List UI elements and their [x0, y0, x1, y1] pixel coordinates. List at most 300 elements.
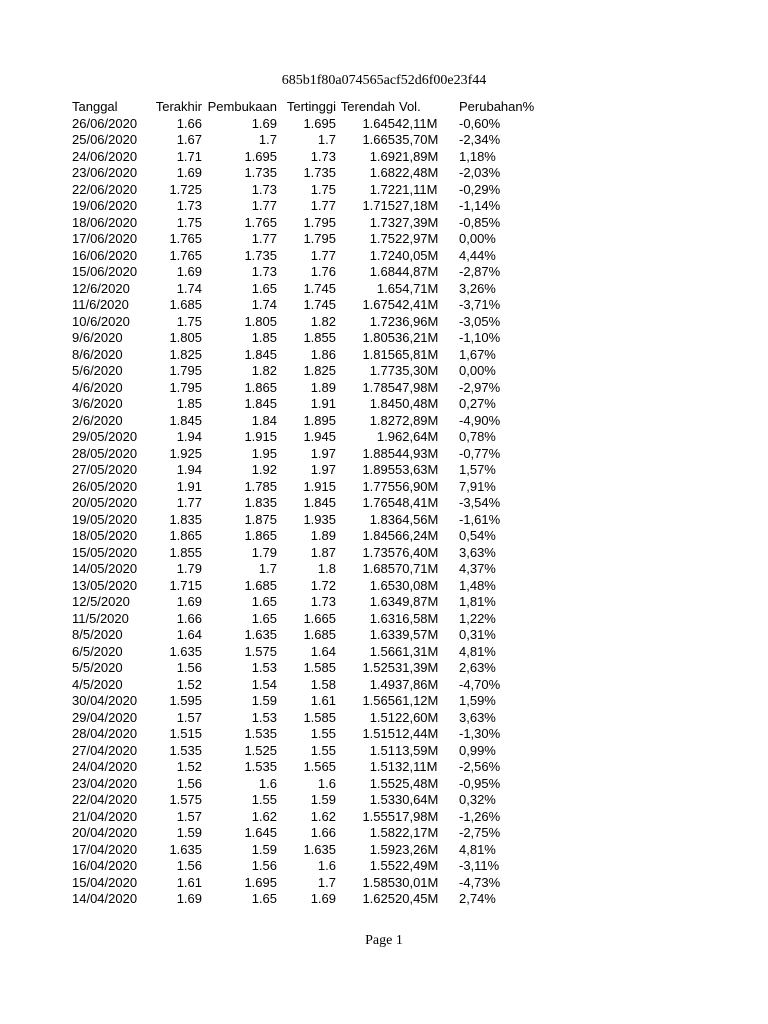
table-row — [72, 495, 539, 512]
cell-change: -1,14% — [459, 198, 501, 213]
page-number: Page 1 — [365, 933, 403, 948]
cell-open: 1.805 — [244, 313, 277, 329]
cell-open: 1.53 — [251, 660, 277, 675]
cell-open: 1.535 — [244, 759, 277, 774]
cell-last: 1.56 — [176, 660, 202, 675]
cell-volume: 39,57M — [395, 627, 439, 642]
table-row — [72, 710, 539, 727]
cell-low: 1.785 — [362, 379, 395, 395]
cell-volume: 42,11M — [395, 115, 438, 131]
cell-low: 1.72 — [369, 313, 395, 329]
cell-date: 29/05/2020 — [72, 429, 138, 444]
cell-low: 1.65 — [369, 577, 395, 593]
cell-high: 1.77 — [310, 247, 336, 263]
cell-low: 1.675 — [362, 297, 395, 312]
cell-high: 1.82 — [310, 313, 336, 329]
cell-last: 1.73 — [176, 198, 202, 213]
table-row — [72, 627, 539, 644]
cell-low: 1.845 — [362, 528, 395, 543]
table-row — [72, 809, 539, 826]
cell-volume: 35,30M — [395, 363, 439, 378]
column-header-low: Terendah — [340, 99, 395, 114]
cell-low: 1.55 — [369, 775, 395, 791]
table-row — [72, 396, 539, 413]
cell-high: 1.745 — [303, 297, 336, 312]
cell-low: 1.555 — [362, 808, 395, 824]
cell-volume: 21,89M — [395, 148, 439, 164]
cell-high: 1.58 — [310, 676, 336, 692]
table-row — [72, 198, 539, 215]
cell-last: 1.835 — [169, 511, 202, 527]
table-row — [72, 132, 539, 149]
table-row — [72, 330, 539, 347]
cell-date: 15/05/2020 — [72, 544, 138, 560]
cell-volume: 54,71M — [395, 280, 439, 296]
cell-change: 2,63% — [459, 660, 496, 675]
cell-date: 17/06/2020 — [72, 231, 138, 246]
column-header-change: Perubahan% — [459, 99, 535, 114]
cell-high: 1.77 — [310, 198, 336, 213]
cell-last: 1.575 — [169, 792, 202, 807]
cell-low: 1.73 — [369, 214, 395, 230]
cell-high: 1.825 — [303, 363, 336, 378]
cell-date: 13/05/2020 — [72, 577, 138, 593]
cell-change: 1,22% — [459, 610, 496, 626]
cell-low: 1.625 — [362, 891, 395, 906]
table-row — [72, 462, 539, 479]
cell-change: -0,77% — [459, 445, 501, 461]
cell-change: -2,97% — [459, 379, 501, 395]
cell-high: 1.935 — [303, 511, 336, 527]
table-row — [72, 825, 539, 842]
cell-high: 1.665 — [303, 610, 336, 626]
cell-open: 1.735 — [244, 247, 277, 263]
table-row — [72, 512, 539, 529]
cell-date: 25/06/2020 — [72, 132, 138, 147]
cell-last: 1.845 — [169, 412, 202, 428]
cell-low: 1.69 — [369, 148, 395, 164]
cell-volume: 22,97M — [395, 231, 439, 246]
cell-open: 1.7 — [258, 132, 277, 147]
cell-last: 1.69 — [176, 165, 202, 180]
cell-open: 1.6 — [258, 775, 277, 791]
cell-volume: 35,70M — [395, 132, 439, 147]
cell-change: -2,56% — [459, 759, 501, 774]
cell-date: 14/04/2020 — [72, 891, 138, 906]
table-row — [72, 380, 539, 397]
document-title: 685b1f80a074565acf52d6f00e23f44 — [281, 73, 487, 88]
cell-change: -1,61% — [459, 511, 501, 527]
cell-date: 12/5/2020 — [72, 594, 130, 609]
table-row — [72, 545, 539, 562]
table-row — [72, 693, 539, 710]
cell-last: 1.85 — [176, 396, 202, 411]
cell-date: 28/05/2020 — [72, 445, 138, 461]
cell-date: 16/04/2020 — [72, 858, 138, 873]
cell-date: 2/6/2020 — [72, 412, 123, 428]
cell-date: 17/04/2020 — [72, 841, 138, 857]
cell-volume: 40,05M — [395, 247, 439, 263]
cell-high: 1.795 — [303, 231, 336, 246]
cell-open: 1.77 — [251, 231, 277, 246]
cell-low: 1.49 — [369, 676, 395, 692]
cell-change: 4,81% — [459, 643, 496, 659]
cell-last: 1.67 — [176, 132, 202, 147]
cell-open: 1.55 — [251, 792, 277, 807]
cell-volume: 44,87M — [395, 264, 439, 279]
cell-change: 3,63% — [459, 544, 496, 560]
cell-last: 1.66 — [176, 115, 202, 131]
cell-volume: 13,59M — [395, 742, 439, 758]
cell-open: 1.65 — [251, 594, 277, 609]
table-row — [72, 116, 539, 133]
cell-change: -3,71% — [459, 297, 501, 312]
cell-low: 1.805 — [362, 330, 395, 345]
cell-low: 1.63 — [369, 610, 395, 626]
cell-last: 1.825 — [169, 346, 202, 362]
cell-open: 1.695 — [244, 874, 277, 890]
cell-change: 4,44% — [459, 247, 496, 263]
cell-volume: 32,11M — [395, 759, 438, 774]
cell-change: -4,90% — [459, 412, 501, 428]
cell-change: 7,91% — [459, 478, 496, 494]
cell-date: 14/05/2020 — [72, 561, 138, 576]
cell-open: 1.645 — [244, 825, 277, 840]
cell-low: 1.83 — [369, 511, 395, 527]
cell-low: 1.565 — [362, 693, 395, 708]
cell-date: 18/06/2020 — [72, 214, 138, 230]
cell-open: 1.695 — [244, 148, 277, 164]
table-row — [72, 759, 539, 776]
cell-change: -1,26% — [459, 808, 501, 824]
cell-open: 1.685 — [244, 577, 277, 593]
cell-last: 1.59 — [176, 825, 202, 840]
table-row — [72, 182, 539, 199]
cell-change: 4,37% — [459, 561, 496, 576]
cell-date: 21/04/2020 — [72, 808, 138, 824]
cell-date: 10/6/2020 — [72, 313, 130, 329]
cell-low: 1.51 — [369, 742, 395, 758]
cell-low: 1.515 — [362, 726, 395, 741]
cell-date: 24/06/2020 — [72, 148, 138, 164]
cell-volume: 42,41M — [395, 297, 439, 312]
table-row — [72, 677, 539, 694]
cell-volume: 23,26M — [395, 841, 439, 857]
table-row — [72, 347, 539, 364]
cell-last: 1.635 — [169, 841, 202, 857]
cell-last: 1.725 — [169, 181, 202, 197]
cell-low: 1.72 — [369, 247, 395, 263]
cell-change: 1,18% — [459, 148, 496, 164]
cell-volume: 22,60M — [395, 709, 439, 725]
cell-low: 1.885 — [362, 445, 395, 461]
cell-low: 1.9 — [376, 429, 395, 444]
cell-open: 1.54 — [251, 676, 277, 692]
cell-last: 1.535 — [169, 742, 202, 758]
table-row — [72, 792, 539, 809]
price-history-table — [72, 99, 539, 908]
cell-high: 1.945 — [303, 429, 336, 444]
cell-high: 1.69 — [310, 891, 336, 906]
cell-volume: 64,56M — [395, 511, 439, 527]
cell-last: 1.52 — [176, 759, 202, 774]
table-row — [72, 578, 539, 595]
cell-open: 1.875 — [244, 511, 277, 527]
table-row — [72, 215, 539, 232]
cell-date: 19/05/2020 — [72, 511, 138, 527]
cell-low: 1.68 — [369, 165, 395, 180]
cell-volume: 65,81M — [395, 346, 439, 362]
cell-last: 1.74 — [176, 280, 202, 296]
cell-low: 1.63 — [369, 627, 395, 642]
cell-high: 1.64 — [310, 643, 336, 659]
table-row — [72, 297, 539, 314]
cell-high: 1.795 — [303, 214, 336, 230]
cell-last: 1.715 — [169, 577, 202, 593]
cell-volume: 22,17M — [395, 825, 439, 840]
table-row — [72, 479, 539, 496]
cell-high: 1.97 — [310, 445, 336, 461]
cell-low: 1.77 — [369, 363, 395, 378]
cell-high: 1.855 — [303, 330, 336, 345]
cell-volume: 20,45M — [395, 891, 439, 906]
cell-date: 18/05/2020 — [72, 528, 138, 543]
cell-change: -3,05% — [459, 313, 501, 329]
cell-volume: 48,41M — [395, 495, 439, 510]
cell-date: 27/05/2020 — [72, 462, 138, 477]
cell-high: 1.745 — [303, 280, 336, 296]
cell-open: 1.74 — [251, 297, 277, 312]
cell-change: 0,54% — [459, 528, 496, 543]
cell-change: 3,63% — [459, 709, 496, 725]
table-row — [72, 248, 539, 265]
table-row — [72, 644, 539, 661]
cell-high: 1.87 — [310, 544, 336, 560]
cell-low: 1.6 — [376, 280, 395, 296]
cell-open: 1.785 — [244, 478, 277, 494]
cell-change: 2,74% — [459, 891, 496, 906]
cell-high: 1.55 — [310, 726, 336, 741]
cell-last: 1.94 — [176, 429, 202, 444]
cell-date: 5/5/2020 — [72, 660, 123, 675]
cell-high: 1.685 — [303, 627, 336, 642]
table-row — [72, 165, 539, 182]
cell-last: 1.765 — [169, 247, 202, 263]
cell-date: 15/04/2020 — [72, 874, 138, 890]
cell-open: 1.635 — [244, 627, 277, 642]
cell-change: 1,48% — [459, 577, 496, 593]
cell-volume: 47,98M — [395, 379, 439, 395]
cell-open: 1.845 — [244, 346, 277, 362]
cell-change: 1,81% — [459, 594, 496, 609]
cell-low: 1.51 — [369, 759, 395, 774]
cell-date: 11/6/2020 — [72, 297, 129, 312]
cell-change: -0,60% — [459, 115, 501, 131]
cell-change: -2,75% — [459, 825, 501, 840]
cell-change: 0,31% — [459, 627, 496, 642]
cell-high: 1.59 — [310, 792, 336, 807]
cell-high: 1.585 — [303, 660, 336, 675]
cell-high: 1.89 — [310, 379, 336, 395]
cell-low: 1.51 — [369, 709, 395, 725]
cell-date: 28/04/2020 — [72, 726, 138, 741]
column-header-volume: Vol. — [399, 99, 421, 114]
cell-change: 1,67% — [459, 346, 496, 362]
table-row — [72, 528, 539, 545]
cell-volume: 50,48M — [395, 396, 439, 411]
cell-volume: 49,87M — [395, 594, 439, 609]
cell-last: 1.66 — [176, 610, 202, 626]
table-row — [72, 776, 539, 793]
cell-high: 1.6 — [317, 775, 336, 791]
cell-high: 1.72 — [310, 577, 336, 593]
cell-last: 1.56 — [176, 775, 202, 791]
cell-high: 1.75 — [310, 181, 336, 197]
cell-volume: 17,98M — [395, 808, 439, 824]
cell-high: 1.91 — [310, 396, 336, 411]
cell-low: 1.59 — [369, 841, 395, 857]
cell-last: 1.79 — [176, 561, 202, 576]
cell-open: 1.69 — [251, 115, 277, 131]
cell-change: -0,29% — [459, 181, 501, 197]
cell-volume: 72,89M — [395, 412, 439, 428]
cell-open: 1.535 — [244, 726, 277, 741]
cell-change: -3,11% — [459, 858, 500, 873]
cell-open: 1.575 — [244, 643, 277, 659]
cell-low: 1.55 — [369, 858, 395, 873]
cell-open: 1.73 — [251, 264, 277, 279]
cell-change: -4,70% — [459, 676, 501, 692]
cell-date: 4/5/2020 — [72, 676, 123, 692]
cell-date: 3/6/2020 — [72, 396, 123, 411]
cell-change: 0,27% — [459, 396, 496, 411]
cell-high: 1.695 — [303, 115, 336, 131]
cell-low: 1.685 — [362, 561, 395, 576]
cell-change: -2,34% — [459, 132, 501, 147]
cell-high: 1.73 — [310, 594, 336, 609]
cell-open: 1.92 — [251, 462, 277, 477]
cell-change: -0,85% — [459, 214, 501, 230]
cell-high: 1.585 — [303, 709, 336, 725]
cell-high: 1.73 — [310, 148, 336, 164]
table-row — [72, 891, 539, 908]
cell-volume: 56,90M — [395, 478, 439, 494]
cell-change: 4,81% — [459, 841, 496, 857]
table-row — [72, 660, 539, 677]
column-header-last: Terakhir — [155, 99, 202, 114]
cell-last: 1.765 — [169, 231, 202, 246]
cell-last: 1.52 — [176, 676, 202, 692]
cell-last: 1.69 — [176, 264, 202, 279]
cell-date: 24/04/2020 — [72, 759, 138, 774]
cell-open: 1.835 — [244, 495, 277, 510]
cell-date: 27/04/2020 — [72, 742, 138, 758]
cell-high: 1.89 — [310, 528, 336, 543]
cell-high: 1.66 — [310, 825, 336, 840]
cell-last: 1.69 — [176, 594, 202, 609]
cell-open: 1.56 — [251, 858, 277, 873]
cell-last: 1.57 — [176, 709, 202, 725]
cell-change: -3,54% — [459, 495, 501, 510]
cell-high: 1.915 — [303, 478, 336, 494]
cell-last: 1.61 — [176, 874, 202, 890]
cell-change: 0,32% — [459, 792, 496, 807]
cell-last: 1.56 — [176, 858, 202, 873]
cell-last: 1.77 — [176, 495, 202, 510]
cell-high: 1.61 — [310, 693, 336, 708]
cell-date: 26/05/2020 — [72, 478, 138, 494]
cell-last: 1.71 — [176, 148, 202, 164]
cell-change: -2,03% — [459, 165, 501, 180]
cell-high: 1.635 — [303, 841, 336, 857]
cell-high: 1.6 — [317, 858, 336, 873]
table-row — [72, 281, 539, 298]
cell-low: 1.645 — [362, 115, 395, 131]
table-row — [72, 875, 539, 892]
table-row — [72, 446, 539, 463]
cell-low: 1.82 — [369, 412, 395, 428]
cell-low: 1.815 — [362, 346, 395, 362]
cell-date: 8/6/2020 — [72, 346, 123, 362]
cell-date: 8/5/2020 — [72, 627, 123, 642]
cell-volume: 25,48M — [395, 775, 439, 791]
cell-open: 1.84 — [251, 412, 277, 428]
table-row — [72, 314, 539, 331]
cell-high: 1.8 — [317, 561, 336, 576]
cell-last: 1.795 — [169, 363, 202, 378]
column-header-open: Pembukaan — [207, 99, 277, 114]
cell-low: 1.585 — [362, 874, 395, 890]
cell-date: 16/06/2020 — [72, 247, 138, 263]
cell-date: 23/06/2020 — [72, 165, 138, 180]
cell-open: 1.765 — [244, 214, 277, 230]
cell-date: 4/6/2020 — [72, 379, 123, 395]
cell-high: 1.7 — [317, 132, 336, 147]
cell-last: 1.865 — [169, 528, 202, 543]
cell-change: 1,59% — [459, 693, 496, 708]
cell-change: -4,73% — [459, 874, 501, 890]
cell-low: 1.63 — [369, 594, 395, 609]
cell-volume: 70,71M — [395, 561, 439, 576]
cell-change: 0,99% — [459, 742, 496, 758]
cell-volume: 61,31M — [395, 643, 439, 659]
cell-high: 1.97 — [310, 462, 336, 477]
cell-open: 1.53 — [251, 709, 277, 725]
table-row — [72, 594, 539, 611]
cell-open: 1.82 — [251, 363, 277, 378]
header-row — [72, 99, 539, 116]
cell-high: 1.7 — [317, 874, 336, 890]
cell-last: 1.795 — [169, 379, 202, 395]
cell-date: 20/05/2020 — [72, 495, 138, 510]
cell-high: 1.845 — [303, 495, 336, 510]
cell-open: 1.865 — [244, 528, 277, 543]
cell-volume: 36,96M — [395, 313, 439, 329]
cell-open: 1.525 — [244, 742, 277, 758]
cell-open: 1.62 — [251, 808, 277, 824]
cell-open: 1.865 — [244, 379, 277, 395]
table-row — [72, 264, 539, 281]
cell-low: 1.68 — [369, 264, 395, 279]
cell-high: 1.62 — [310, 808, 336, 824]
cell-open: 1.77 — [251, 198, 277, 213]
cell-low: 1.84 — [369, 396, 395, 411]
cell-last: 1.515 — [169, 726, 202, 741]
cell-last: 1.57 — [176, 808, 202, 824]
column-header-date: Tanggal — [72, 99, 118, 114]
cell-volume: 27,18M — [395, 198, 439, 213]
cell-date: 12/6/2020 — [72, 280, 130, 296]
